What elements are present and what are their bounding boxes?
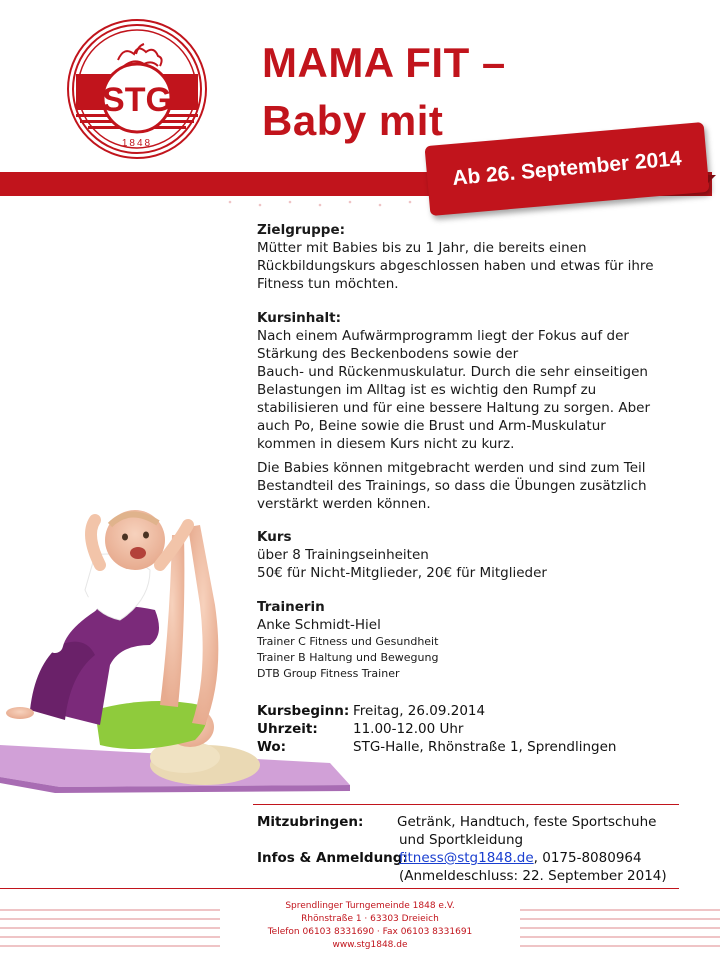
title-line-1: MAMA FIT –	[262, 39, 506, 86]
kurs-heading: Kurs	[257, 529, 292, 545]
kursinhalt-heading: Kursinhalt:	[257, 310, 341, 326]
separator-top	[253, 804, 679, 805]
phone-number: , 0175-8080964	[533, 850, 642, 866]
uhrzeit-label: Uhrzeit:	[257, 721, 318, 737]
footer-line: www.stg1848.de	[332, 940, 408, 950]
kursinhalt-line: Die Babies können mitgebracht werden und sind zum Teil	[257, 460, 646, 476]
kursinhalt-line: Bestandteil des Trainings, so dass die Übungen zusätzlich	[257, 478, 647, 494]
title-line-2: Baby mit	[262, 97, 444, 144]
kursinhalt-line: verstärkt werden können.	[257, 496, 431, 512]
kursinhalt-line: stabilisieren und für eine bessere Haltung zu sorgen. Aber	[257, 400, 651, 416]
kursbeginn-label: Kursbeginn:	[257, 703, 350, 719]
footer-line: Rhönstraße 1 · 63303 Dreieich	[301, 914, 439, 924]
mitbringen-line-2: und Sportkleidung	[399, 832, 524, 848]
footer-line: Telefon 06103 8331690 · Fax 06103 8331691	[267, 927, 473, 937]
trainerin-qualification: Trainer B Haltung und Bewegung	[257, 651, 439, 664]
wo-label: Wo:	[257, 739, 287, 755]
zielgruppe-line: Fitness tun möchten.	[257, 276, 399, 292]
kursinhalt-line: Nach einem Aufwärmprogramm liegt der Fokus auf der	[257, 328, 629, 344]
kurs-line: 50€ für Nicht-Mitglieder, 20€ für Mitglieder	[257, 565, 547, 581]
kursinhalt-line: Stärkung des Beckenbodens sowie der	[257, 346, 519, 362]
zielgruppe-line: Mütter mit Babies bis zu 1 Jahr, die bereits einen	[257, 240, 587, 256]
kursinhalt-line: kommen in diesem Kurs nicht zu kurz.	[257, 436, 515, 452]
stg-logo	[66, 18, 208, 160]
section-kursinhalt	[257, 309, 697, 513]
mitbringen-label: Mitzubringen:	[257, 814, 364, 830]
zielgruppe-heading: Zielgruppe:	[257, 222, 346, 238]
wo-value: STG-Halle, Rhönstraße 1, Sprendlingen	[353, 739, 617, 755]
trainerin-name: Anke Schmidt-Hiel	[257, 617, 381, 633]
kurs-line: über 8 Trainingseinheiten	[257, 547, 429, 563]
logo-year: 1848	[121, 138, 153, 149]
section-zielgruppe	[257, 221, 697, 293]
kursinhalt-line: Bauch- und Rückenmuskulatur. Durch die sehr einseitigen	[257, 364, 648, 380]
mitbringen-line-1: Getränk, Handtuch, feste Sportschuhe	[397, 814, 657, 830]
badge-fold	[708, 175, 716, 183]
separator-bottom	[0, 888, 679, 889]
anmeldung-label: Infos & Anmeldung:	[257, 850, 408, 866]
zielgruppe-line: Rückbildungskurs abgeschlossen haben und etwas für ihre	[257, 258, 654, 274]
footer-line: Sprendlinger Turngemeinde 1848 e.V.	[285, 901, 455, 911]
footer-stripes-left	[0, 905, 220, 955]
anmeldeschluss: (Anmeldeschluss: 22. September 2014)	[399, 868, 667, 884]
date-badge-text: Ab 26. September 2014	[451, 147, 683, 190]
uhrzeit-value: 11.00-12.00 Uhr	[353, 721, 464, 737]
trainerin-heading: Trainerin	[257, 599, 325, 615]
trainerin-qualification: Trainer C Fitness und Gesundheit	[257, 635, 439, 648]
mother-baby-photo	[0, 495, 360, 800]
kursinhalt-line: auch Po, Beine sowie die Brust und Arm-Muskulatur	[257, 418, 606, 434]
logo-text: STG	[102, 81, 172, 119]
footer	[220, 900, 520, 952]
anmeldung-contact	[399, 850, 642, 866]
footer-stripes-right	[520, 905, 720, 955]
email-link[interactable]: fitness@stg1848.de	[399, 850, 534, 866]
trainerin-qualification: DTB Group Fitness Trainer	[257, 667, 400, 680]
kursbeginn-value: Freitag, 26.09.2014	[353, 703, 486, 719]
kursinhalt-line: Belastungen im Alltag ist es wichtig den Rumpf zu	[257, 382, 597, 398]
